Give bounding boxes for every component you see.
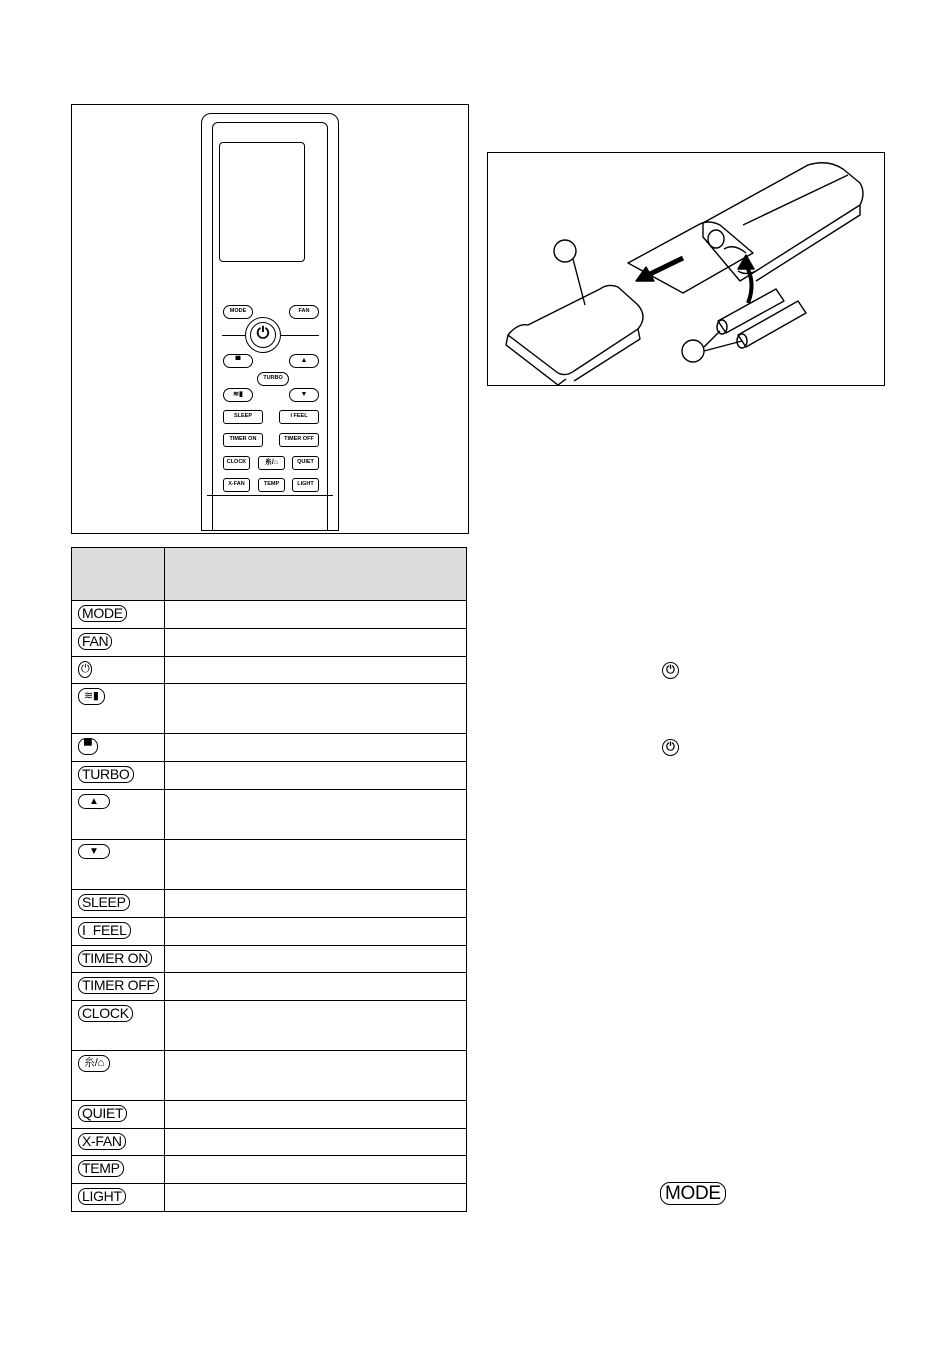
row-text: [165, 1101, 467, 1129]
quiet-key: QUIET: [78, 1105, 127, 1122]
down-arrow-icon: ▼: [78, 844, 110, 859]
remote-power-button: ⏻: [250, 322, 276, 348]
light-key: LIGHT: [78, 1188, 126, 1205]
power-icon: ⏻: [662, 739, 679, 756]
row-text: [165, 918, 467, 946]
remote-light-button: LIGHT: [292, 478, 319, 492]
row-text: [165, 1001, 467, 1051]
remote-turbo-button: TURBO: [257, 372, 289, 386]
table-row: [72, 601, 467, 629]
table-row: [72, 657, 467, 684]
table-row: [72, 1001, 467, 1051]
row-text: [165, 1129, 467, 1156]
row-text: [165, 684, 467, 734]
sleep-key: SLEEP: [78, 894, 130, 911]
row-text: [165, 657, 467, 684]
table-row: [72, 946, 467, 973]
remote-blow-button: ▀: [223, 354, 253, 368]
turbo-key: TURBO: [78, 766, 134, 783]
remote-temp-button: TEMP: [258, 478, 285, 492]
table-row: [72, 1184, 467, 1212]
up-arrow-icon: ▲: [78, 794, 110, 809]
remote-timer-on-button: TIMER ON: [223, 433, 263, 447]
timer-on-key: TIMER ON: [78, 950, 152, 967]
remote-divider-right: [281, 335, 319, 336]
table-row: [72, 684, 467, 734]
row-text: [165, 946, 467, 973]
row-text: [165, 1051, 467, 1101]
table-row: [72, 790, 467, 840]
remote-up-button: ▲: [289, 354, 319, 368]
button-table: [71, 547, 467, 1212]
battery-cover: [508, 285, 643, 374]
remote-control: [201, 113, 339, 531]
table-row: [72, 1156, 467, 1184]
remote-sleep-button: SLEEP: [223, 410, 263, 424]
remote-fan-button: FAN: [289, 305, 319, 319]
temp-key: TEMP: [78, 1160, 124, 1177]
table-row: [72, 1051, 467, 1101]
remote-down-button: ▼: [289, 388, 319, 402]
remote-mode-button: MODE: [223, 305, 253, 319]
remote-figure: [71, 104, 469, 534]
x-fan-key: X-FAN: [78, 1133, 126, 1150]
fan-key: FAN: [78, 633, 112, 650]
remote-x-fan-button: X-FAN: [223, 478, 250, 492]
remote-display: [219, 142, 305, 262]
remote-quiet-button: QUIET: [292, 456, 319, 470]
table-row: [72, 918, 467, 946]
remote-swing-button: ≋▮: [223, 388, 253, 402]
row-text: [165, 762, 467, 790]
remote-timer-off-button: TIMER OFF: [279, 433, 319, 447]
row-text: [165, 840, 467, 890]
remote-health-button: ⽷/⌂: [258, 456, 285, 470]
remote-i-feel-button: I FEEL: [279, 410, 319, 424]
row-text: [165, 629, 467, 657]
remote-clock-button: CLOCK: [223, 456, 250, 470]
mode-button-inline: MODE: [660, 1182, 726, 1205]
table-row: [72, 973, 467, 1001]
callout-1: [554, 240, 576, 262]
remote-bottom-cap: [207, 495, 333, 530]
table-row: [72, 629, 467, 657]
remote-divider-left: [222, 335, 246, 336]
battery-illustration: [488, 153, 884, 385]
row-text: [165, 890, 467, 918]
table-row: [72, 1129, 467, 1156]
clock-key: CLOCK: [78, 1005, 133, 1022]
table-header: [72, 548, 467, 601]
callout-2: [682, 340, 704, 362]
row-text: [165, 1156, 467, 1184]
health-icon: ⽷/⌂: [78, 1055, 110, 1072]
power-icon: ⏻: [662, 662, 679, 679]
table-row: [72, 840, 467, 890]
arrow-icon: [648, 258, 683, 275]
table-row: [72, 734, 467, 762]
battery-figure: [487, 152, 885, 386]
table-row: [72, 762, 467, 790]
row-text: [165, 601, 467, 629]
row-text: [165, 734, 467, 762]
table-row: [72, 1101, 467, 1129]
table-row: [72, 890, 467, 918]
power-icon: ⏻: [78, 661, 92, 678]
timer-off-key: TIMER OFF: [78, 977, 159, 994]
i-feel-key: I FEEL: [78, 922, 131, 939]
row-text: [165, 790, 467, 840]
row-text: [165, 973, 467, 1001]
swing-icon: ≋▮: [78, 688, 105, 705]
blow-icon: ▀: [78, 738, 98, 755]
table-header-desc: [165, 548, 467, 601]
row-text: [165, 1184, 467, 1212]
table-header-key: [72, 548, 165, 601]
mode-key: MODE: [78, 605, 127, 622]
